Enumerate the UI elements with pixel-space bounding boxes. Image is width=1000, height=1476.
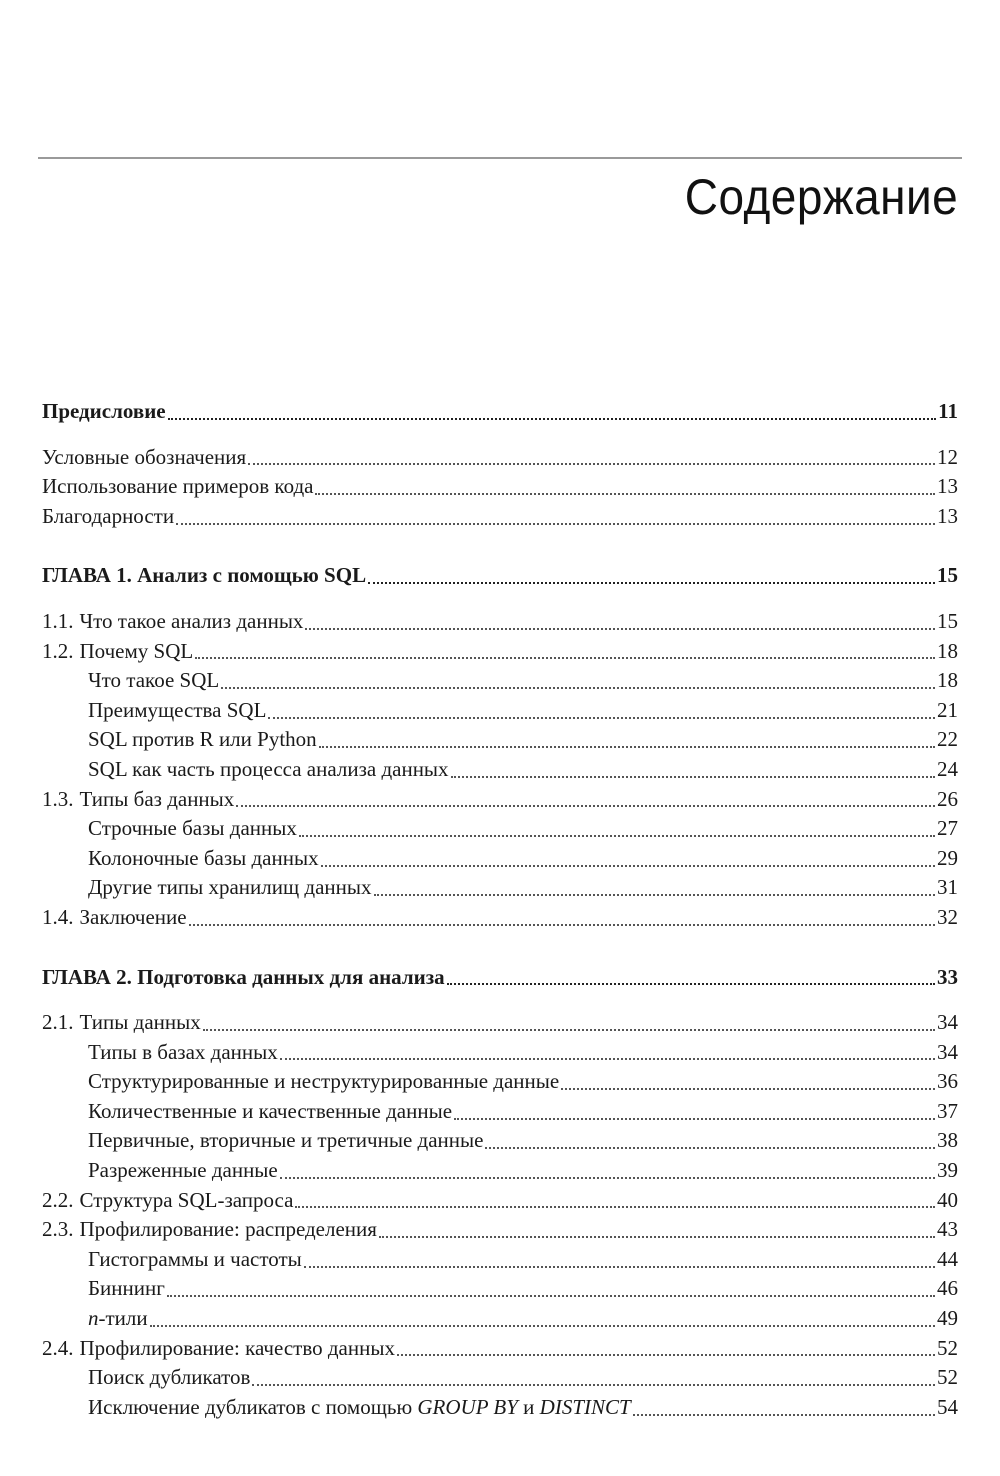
toc-entry-preface[interactable] [42,397,958,427]
toc-entry-label: Структурированные и неструктурированные данные [88,1069,560,1094]
toc-entry-section[interactable] [42,785,958,815]
toc-entry-chapter-2[interactable] [42,963,958,993]
toc-entry-label [88,1304,148,1334]
toc-entry-label: Заключение [79,904,187,929]
dot-leader [451,776,935,778]
toc-entry-subsection[interactable] [42,1097,958,1127]
dot-leader [485,1147,935,1149]
toc-page-number: 44 [937,1246,958,1271]
dedup-conjunction: и [517,1394,540,1419]
dot-leader [299,835,935,837]
toc-page-number: 12 [937,444,958,469]
toc-entry-label: Типы в базах данных [88,1039,278,1064]
toc-entry-label: Преимущества SQL [88,697,267,722]
toc-page-number: 34 [937,1010,958,1035]
toc-entry-label: ГЛАВА 1. Анализ с помощью SQL [42,563,367,588]
toc-entry-subsection[interactable] [42,755,958,785]
toc-page-number: 36 [937,1069,958,1094]
toc-entry-subsection[interactable] [42,1393,958,1423]
dot-leader [379,1236,935,1238]
keyword-group-by: GROUP BY [417,1394,518,1419]
toc-entry-section[interactable] [42,637,958,667]
toc-page-number: 18 [937,638,958,663]
toc-entry-label: Биннинг [88,1276,165,1301]
dot-leader [150,1325,935,1327]
toc-page-number: 18 [937,668,958,693]
toc-entry-subsection[interactable] [42,873,958,903]
toc-section-number: 1.4. [42,904,74,929]
toc-entry-section[interactable] [42,1334,958,1364]
toc-section-number: 2.3. [42,1217,74,1242]
dot-leader [304,1266,935,1268]
toc-entry-subsection[interactable] [42,1363,958,1393]
toc-page-number: 27 [937,816,958,841]
dot-leader [454,1118,935,1120]
toc-entry-label: Первичные, вторичные и третичные данные [88,1128,484,1153]
header-rule [38,157,962,159]
toc-page-number: 24 [937,756,958,781]
dot-leader [315,493,935,495]
toc-page-number: 37 [937,1098,958,1123]
toc-page-number: 21 [937,697,958,722]
dot-leader [397,1354,935,1356]
dot-leader [221,687,935,689]
toc-entry-label: Что такое анализ данных [79,608,304,633]
toc-page-number: 22 [937,727,958,752]
toc-entry-label [88,1393,631,1423]
toc-page-number: 49 [937,1306,958,1331]
toc-entry-section[interactable] [42,1186,958,1216]
toc-entry-subsection[interactable] [42,1038,958,1068]
toc-entry-label: SQL против R или Python [88,727,317,752]
toc-page-number: 43 [937,1217,958,1242]
toc-entry-section[interactable] [42,1215,958,1245]
dot-leader [236,805,935,807]
toc-entry-subsection[interactable] [42,1274,958,1304]
dot-leader [203,1029,935,1031]
toc-page-number: 52 [937,1335,958,1360]
toc-page-number: 13 [937,503,958,528]
toc-entry-label: Типы баз данных [79,786,235,811]
italic-n: n [88,1306,99,1331]
dot-leader [195,657,935,659]
toc-entry-subsection[interactable] [42,1304,958,1334]
toc-entry-subsection[interactable] [42,814,958,844]
toc-entry-subsection[interactable] [42,1126,958,1156]
toc-entry-subsection[interactable] [42,1245,958,1275]
toc-page-number: 40 [937,1187,958,1212]
toc-entry-subsection[interactable] [42,1156,958,1186]
toc-entry-label: Поиск дубликатов [88,1365,251,1390]
toc-page-number: 54 [937,1394,958,1419]
toc-entry-section[interactable] [42,1008,958,1038]
toc-entry-label: Разреженные данные [88,1158,278,1183]
toc-section-number: 1.2. [42,638,74,663]
toc-entry-section[interactable] [42,903,958,933]
dot-leader [561,1088,935,1090]
dot-leader [374,894,935,896]
dot-leader [447,983,935,985]
toc-section-number: 2.4. [42,1335,74,1360]
toc-page-number: 31 [937,875,958,900]
toc-page-number: 33 [937,964,958,989]
dot-leader [167,1295,935,1297]
toc-entry-label: Строчные базы данных [88,816,297,841]
toc-page-number: 32 [937,904,958,929]
page-title: Содержание [684,169,958,225]
toc-entry-subsection[interactable] [42,844,958,874]
toc-entry[interactable] [42,472,958,502]
toc-entry-label: Структура SQL-запроса [79,1187,294,1212]
table-of-contents [42,397,958,1422]
toc-page-number: 39 [937,1158,958,1183]
toc-page-number: 52 [937,1365,958,1390]
dot-leader [280,1058,935,1060]
ntiles-suffix: -тили [98,1306,148,1331]
toc-entry-subsection[interactable] [42,696,958,726]
toc-entry-label: Профилирование: распределения [79,1217,377,1242]
toc-entry-label: Благодарности [42,503,175,528]
toc-entry-chapter-1[interactable] [42,561,958,591]
toc-entry-label: Количественные и качественные данные [88,1098,453,1123]
dedup-prefix: Исключение дубликатов с помощью [88,1394,418,1419]
dot-leader [321,865,935,867]
keyword-distinct: DISTINCT [539,1394,631,1419]
toc-page-number: 13 [937,474,958,499]
toc-page-number: 34 [937,1039,958,1064]
toc-section-number: 1.3. [42,786,74,811]
dot-leader [633,1414,935,1416]
dot-leader [168,418,937,420]
toc-entry-subsection[interactable] [42,666,958,696]
toc-page-number: 15 [937,608,958,633]
dot-leader [252,1384,935,1386]
toc-entry-section[interactable] [42,607,958,637]
toc-entry-label: Условные обозначения [42,444,247,469]
toc-page-number: 26 [937,786,958,811]
toc-page-number: 38 [937,1128,958,1153]
toc-entry-label: Почему SQL [79,638,194,663]
dot-leader [268,717,935,719]
toc-entry-label: Типы данных [79,1010,201,1035]
toc-section-number: 2.2. [42,1187,74,1212]
toc-entry-label: SQL как часть процесса анализа данных [88,756,449,781]
toc-entry-label: Использование примеров кода [42,474,314,499]
toc-entry-subsection[interactable] [42,725,958,755]
toc-section-number: 1.1. [42,608,74,633]
dot-leader [295,1206,935,1208]
toc-entry-label: Гистограммы и частоты [88,1246,302,1271]
dot-leader [248,463,935,465]
dot-leader [189,924,935,926]
dot-leader [368,582,935,584]
dot-leader [280,1177,935,1179]
toc-entry-subsection[interactable] [42,1067,958,1097]
toc-entry-label: ГЛАВА 2. Подготовка данных для анализа [42,964,445,989]
toc-page-number: 11 [938,399,958,423]
toc-entry[interactable] [42,443,958,473]
dot-leader [319,746,935,748]
toc-entry-label: Предисловие [42,399,166,423]
toc-entry-label: Другие типы хранилищ данных [88,875,372,900]
toc-entry-label: Что такое SQL [88,668,220,693]
toc-entry-label: Профилирование: качество данных [79,1335,395,1360]
toc-section-number: 2.1. [42,1010,74,1035]
toc-entry[interactable] [42,502,958,532]
toc-page-number: 29 [937,845,958,870]
toc-page-number: 15 [937,563,958,588]
dot-leader [176,523,935,525]
toc-entry-label: Колоночные базы данных [88,845,319,870]
dot-leader [305,628,935,630]
toc-page-number: 46 [937,1276,958,1301]
